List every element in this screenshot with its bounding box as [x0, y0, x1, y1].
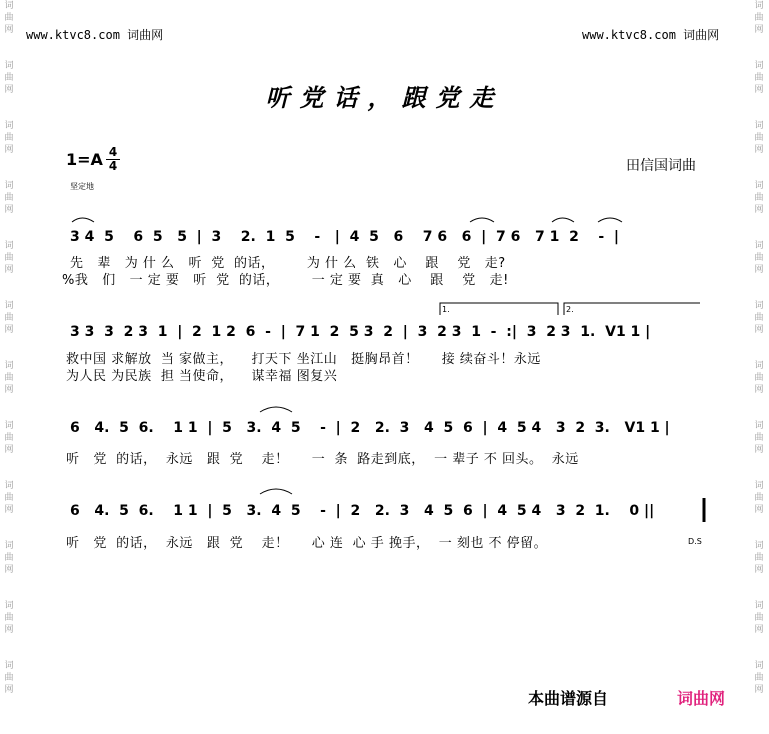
- watermark-glyph: 词: [754, 481, 764, 491]
- watermark-glyph: 词: [754, 661, 764, 671]
- watermark-glyph: 网: [4, 625, 14, 635]
- watermark-glyph: 曲: [754, 433, 764, 443]
- footer-source-label: 本曲谱源自: [528, 689, 609, 708]
- composer-credit: 田信国词曲: [626, 158, 696, 174]
- watermark-glyph: 曲: [754, 493, 764, 503]
- watermark-glyph: 曲: [4, 493, 14, 503]
- watermark-glyph: 词: [754, 361, 764, 371]
- watermark-glyph: 网: [4, 505, 14, 515]
- watermark-glyph: 曲: [754, 253, 764, 263]
- watermark-glyph: 曲: [4, 193, 14, 203]
- watermark-glyph: 网: [754, 85, 764, 95]
- tie-arc-1: [72, 218, 94, 222]
- dal-segno-mark: D.S: [688, 537, 702, 546]
- watermark-glyph: 曲: [754, 613, 764, 623]
- watermark-glyph: 词: [4, 361, 14, 371]
- lyric-line-2a: 救中国 求解放 当 家做主， 打天下 坐江山 挺胸昂首！ 接 续奋斗！永远: [66, 352, 541, 367]
- watermark-glyph: 词: [4, 661, 14, 671]
- watermark-glyph: 词: [754, 61, 764, 71]
- watermark-glyph: 网: [4, 85, 14, 95]
- watermark-glyph: 词: [4, 601, 14, 611]
- watermark-glyph: 网: [754, 505, 764, 515]
- header-right-url[interactable]: www.ktvc8.com 词曲网: [582, 28, 720, 42]
- watermark-glyph: 曲: [4, 673, 14, 683]
- watermark-glyph: 词: [754, 241, 764, 251]
- lyric-line-3: 听 党 的话， 永远 跟 党 走！ 一 条 路走到底， 一 辈子 不 回头。 永远: [66, 452, 579, 467]
- watermark-glyph: 网: [4, 205, 14, 215]
- watermark-glyph: 词: [754, 541, 764, 551]
- watermark-glyph: 网: [754, 205, 764, 215]
- watermark-glyph: 曲: [754, 373, 764, 383]
- time-signature-top: 4: [108, 145, 118, 159]
- watermark-glyph: 网: [754, 325, 764, 335]
- watermark-glyph: 词: [4, 301, 14, 311]
- watermark-glyph: 网: [754, 685, 764, 695]
- watermark-glyph: 网: [4, 325, 14, 335]
- tie-arc-6: [260, 489, 292, 494]
- watermark-glyph: 网: [754, 25, 764, 35]
- notation-line-4: 6 4. 5 6. 1 1 | 5 3. 4 5 - | 2 2. 3 4 5 6 | 4 5 4 3 2 1. 0 ||: [70, 503, 655, 519]
- lyric-line-1a: 先 辈 为 什 么 听 党 的话， 为 什 么 铁 心 跟 党 走?: [70, 256, 506, 271]
- watermark-glyph: 词: [754, 601, 764, 611]
- watermark-glyph: 网: [754, 565, 764, 575]
- watermark-glyph: 词: [4, 121, 14, 131]
- watermark-glyph: 网: [4, 385, 14, 395]
- watermark-glyph: 网: [4, 25, 14, 35]
- watermark-glyph: 词: [4, 241, 14, 251]
- watermark-glyph: 曲: [4, 433, 14, 443]
- watermark-glyph: 曲: [4, 613, 14, 623]
- watermark-glyph: 网: [4, 145, 14, 155]
- watermark-glyph: 曲: [4, 133, 14, 143]
- lyric-line-4: 听 党 的话， 永远 跟 党 走！ 心 连 心 手 挽手， 一 刻也 不 停留。: [66, 536, 548, 551]
- footer-site-link[interactable]: 词曲网: [677, 689, 726, 708]
- key-signature: 1=A: [66, 150, 103, 169]
- ending-1-label: 1.: [442, 305, 450, 314]
- watermark-glyph: 网: [754, 445, 764, 455]
- watermark-glyph: 曲: [754, 133, 764, 143]
- watermark-glyph: 网: [754, 145, 764, 155]
- watermark-glyph: 曲: [754, 313, 764, 323]
- watermark-glyph: 曲: [754, 193, 764, 203]
- watermark-glyph: 词: [4, 541, 14, 551]
- watermark-glyph: 词: [4, 421, 14, 431]
- notation-line-2: 3 3 3 2 3 1 | 2 1 2 6 - | 7 1 2 5 3 2 | 3 2 3 1 - :| 3 2 3 1. V1 1 |: [70, 324, 651, 340]
- watermark-glyph: 曲: [754, 73, 764, 83]
- watermark-glyph: 曲: [4, 13, 14, 23]
- watermark-glyph: 词: [4, 181, 14, 191]
- watermark-glyph: 曲: [4, 253, 14, 263]
- notation-line-3: 6 4. 5 6. 1 1 | 5 3. 4 5 - | 2 2. 3 4 5 6 | 4 5 4 3 2 3. V1 1 |: [70, 420, 670, 436]
- watermark-glyph: 网: [4, 445, 14, 455]
- watermark-glyph: 词: [754, 121, 764, 131]
- watermark-glyph: 网: [754, 265, 764, 275]
- time-signature-bottom: 4: [106, 159, 120, 173]
- watermark-glyph: 词: [4, 61, 14, 71]
- watermark-glyph: 词: [754, 1, 764, 11]
- watermark-glyph: 曲: [754, 553, 764, 563]
- tie-arc-5: [260, 407, 292, 412]
- watermark-glyph: 词: [754, 421, 764, 431]
- lyric-line-2b: 为人民 为民族 担 当使命， 谋幸福 图复兴: [66, 369, 338, 384]
- song-title: 听党话，跟党走: [265, 83, 504, 112]
- watermark-glyph: 词: [754, 301, 764, 311]
- watermark-glyph: 网: [754, 385, 764, 395]
- watermark-glyph: 曲: [4, 373, 14, 383]
- watermark-glyph: 网: [4, 685, 14, 695]
- watermark-glyph: 网: [754, 625, 764, 635]
- notation-line-1: 3 4 5 6 5 5 | 3 2. 1 5 - | 4 5 6 7 6 6 | 7 6 7 1 2 - |: [70, 229, 620, 245]
- tie-arc-2: [470, 218, 494, 222]
- watermark-glyph: 曲: [4, 553, 14, 563]
- lyric-line-1b: %我 们 一 定 要 听 党 的话， 一 定 要 真 心 跟 党 走!: [62, 273, 509, 288]
- tie-arc-4: [598, 218, 622, 222]
- watermark-glyph: 曲: [4, 313, 14, 323]
- watermark-glyph: 网: [4, 265, 14, 275]
- tempo-marking: 坚定地: [70, 182, 94, 191]
- watermark-glyph: 词: [4, 1, 14, 11]
- watermark-glyph: 曲: [754, 673, 764, 683]
- ending-2-bracket: [564, 303, 700, 315]
- watermark-glyph: 曲: [754, 13, 764, 23]
- tie-arc-3: [552, 218, 574, 222]
- watermark-glyph: 词: [754, 181, 764, 191]
- watermark-glyph: 曲: [4, 73, 14, 83]
- header-left-url[interactable]: www.ktvc8.com 词曲网: [26, 28, 164, 42]
- ending-2-label: 2.: [566, 305, 574, 314]
- watermark-glyph: 词: [4, 481, 14, 491]
- ending-1-bracket: [440, 303, 558, 315]
- watermark-glyph: 网: [4, 565, 14, 575]
